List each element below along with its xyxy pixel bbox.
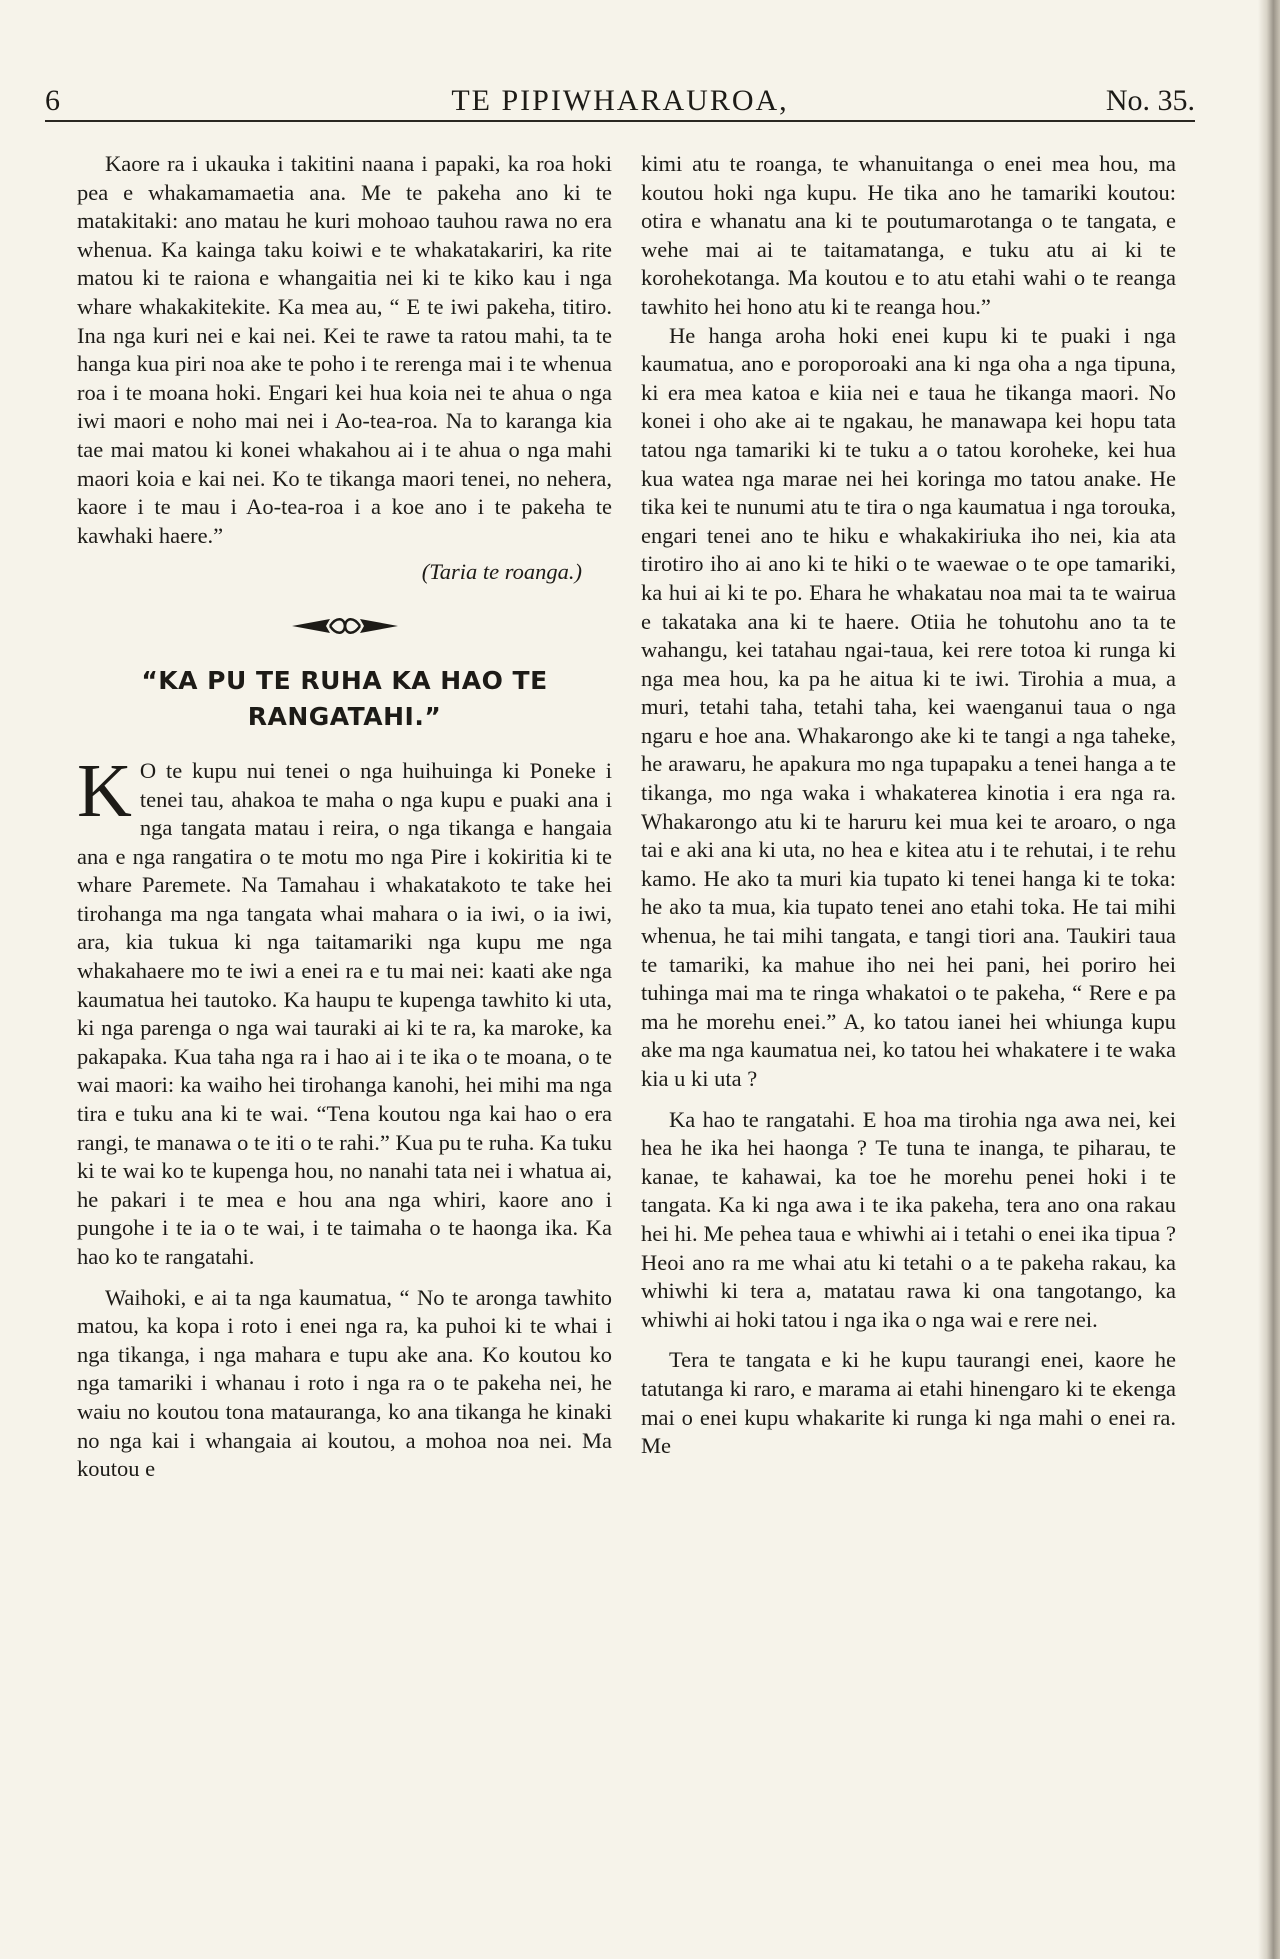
left-paragraph-3: Waihoki, e ai ta nga kaumatua, “ No te aronga tawhito matou, ka kopa i roto i enei nga ra, ka puhoi ki te whai i nga tikanga, i nga mahara e tupu ake ana. Ko koutou ko nga tamariki i whanau i roto i nga ra o te pakeha nei, he waiu no koutou tona matauranga, ko ana tikanga he kinaki no nga kai i whangaia ai koutou, a mohoa noa nei. Ma koutou e [77, 1284, 612, 1482]
binding-edge [1258, 0, 1280, 1959]
left-column [77, 150, 612, 1484]
continued-note: (Taria te roanga.) [421, 559, 582, 585]
right-paragraph-1: kimi atu te roanga, te whanuitanga o enei mea hou, ma koutou hoki nga kupu. He tika ano he tamariki koutou: otira e whanatu ana ki te poutumarotanga o te tangata, e wehe mai ai te taitamatanga, e tuku atu ai ki te korohekotanga. Ma koutou e to atu etahi wahi o te reanga tawhito hei hono atu ki te reanga hou.” [641, 151, 1176, 319]
page-number: 6 [45, 84, 60, 117]
left-paragraph-2-text: O te kupu nui tenei o nga huihuinga ki Poneke i tenei tau, ahakoa te maha o nga kupu e puaki ana i nga tangata matau i reira, o nga tikanga e hangaia ana e nga rangatira o te motu mo nga Pire i kokiritia ki te whare Paremete. Na Tamahau i whakatakoto te take hei tirohanga ma nga tangata whai mahara o ia iwi, o ia iwi, ara, kia tukua ki nga taitamariki nga kupu me nga whakahaere mo te iwi a enei ra e tu mai nei: kaati ake nga kaumatua hei tautoko. Ka haupu te kupenga tawhito ki uta, ki nga parenga o nga wai tauraki ai ki te ra, ka maroke, ka pakapaka. Kua taha nga ra i hao ai i te ika o te moana, o te wai maori: ka waiho hei tirohanga kanohi, hei mihi ma nga tira e tuku ana ki te wai. “Tena koutou nga kai hao o era rangi, te manawa o te iti o te rahi.” Kua pu te ruha. Ka tuku ki te wai ko te kupenga hou, no nanahi tata nei i whatua ai, he pakari i te mea e hou ana nga whiri, kaore ano i pungohe i te ia o te wai, i te taimaha o te haonga ika. Ka hao ko te rangatahi. [77, 757, 612, 1269]
page-header [45, 80, 1195, 122]
right-paragraph-2: He hanga aroha hoki enei kupu ki te puaki i nga kaumatua, ano e poroporoaki ana ki nga oha a nga tipuna, ki era mea katoa e kiia nei e taua he tikanga maori. No konei i oho ake ai te ngakau, he manawapa kei hopu tata tatou nga tamariki ki te tuku a o tatou koroheke, kei hua kua watea nga marae nei hei koringa mo tatou anake. He tika kei te nunumi atu te tira o nga kaumatua i nga torouka, engari tenei ano te hiku e whakakiriuka iho nei, kia ata tirotiro iho ai ano ki te hiki o te waewae o te ope tamariki, ka hui ai ki te po. Ehara he whakatau noa mai ta te wairua e takataka ana ki te haere. Otiia he tohutohu ano ta te wahangu, kei tatahau ngai-taua, kei rere totoa ki runga ki nga mea hou, ka pa he aitua ki te iwi. Tirohia a mua, a muri, tetahi taha, tetahi taha, kei waenganui taua o nga ngaru e hoe ana. Whakarongo ake ki te tangi a nga taheke, he arawaru, he apakura mo nga tupapaku a tenei hanga a te tikanga, mo nga waka i whakaterea kinotia i era nga ra. Whakarongo atu ki te haruru kei mua kei te aroaro, o nga tai e aki ana ki uta, no hea e kitea atu i te rehutai, i te rehu kamo. He ako ta muri kia tupato ki tenei hanga ki te toka: he ako ta mua, kia tupato tenei ano etahi toka. He tai mihi whenua, he tai mihi tangata, e tangi tiori ana. Taukiri taua te tamariki, ka mahue iho nei hei pani, hei poriro hei tuhinga mai ma te ringa whakatoi o te pakeha, “ Rere e pa ma he morehu enei.” A, ko tatou ianei hei whiunga kupu ake ma nga kaumatua nei, ko tatou hei whakatere i te waka kia u ki uta ? [641, 322, 1176, 1091]
left-paragraph-1: Kaore ra i ukauka i takitini naana i papaki, ka roa hoki pea e whakamamaetia ana. Me te pakeha ano ki te matakitaki: ano matau he kuri mohoao tauhou rawa no era whenua. Ka kainga taku koiwi e te whakatakariri, ka rite matou ki te raiona e whangaitia nei ki te kiko kau i nga whare whakakitekite. Ka mea au, “ E te iwi pakeha, titiro. Ina nga kuri nei e kai nei. Kei te rawe ta ratou mahi, ta te hanga kua piri noa ake te poho i te rerenga mai i te whenua roa i te moana hoki. Engari kei hua koia nei te ahua o nga iwi maori e noho mai nei i Ao-tea-roa. Na to karanga kia tae mai matou ki konei whakahou ai i te ahua o nga mahi maori koia e kai nei. Ko te tikanga maori tenei, no nehera, kaore i te mau i Ao-tea-roa i a koe ano i te pakeha te kawhaki haere.” [77, 151, 612, 548]
right-column [641, 150, 1176, 1461]
article-headline: “KA PU TE RUHA KA HAO TE RANGATAHI.” [141, 665, 548, 731]
ornament-icon [290, 615, 400, 637]
issue-number: No. 35. [1105, 84, 1195, 117]
drop-cap: K [77, 748, 132, 833]
section-ornament [77, 615, 612, 637]
publication-title: TE PIPIWHARAUROA, [451, 84, 789, 117]
right-paragraph-4: Tera te tangata e ki he kupu taurangi enei, kaore he tatutanga ki raro, e marama ai etahi hinengaro ki te ekenga mai o enei kupu whakarite ki runga ki nga mahi o enei ra. Me [641, 1347, 1176, 1459]
left-paragraph-2 [77, 748, 612, 1272]
right-paragraph-3: Ka hao te rangatahi. E hoa ma tirohia nga awa nei, kei hea he ika hei haonga ? Te tuna te inanga, te piharau, te kanae, te kahawai, ka toe he morehu penei hoki i te tangata. Ka ki nga awa i te ika pakeha, tera ano ona rakau hei hi. Me pehea taua e whiwhi ai i tetahi o enei ika tipua ? Heoi ano ra me whai atu ki tetahi o a te pakeha rakau, ka whiwhi ki tera a, matatau rawa ki ona tangotango, ka whiwhi ai hoki tatou i nga ika o nga wai e rere nei. [641, 1106, 1176, 1332]
